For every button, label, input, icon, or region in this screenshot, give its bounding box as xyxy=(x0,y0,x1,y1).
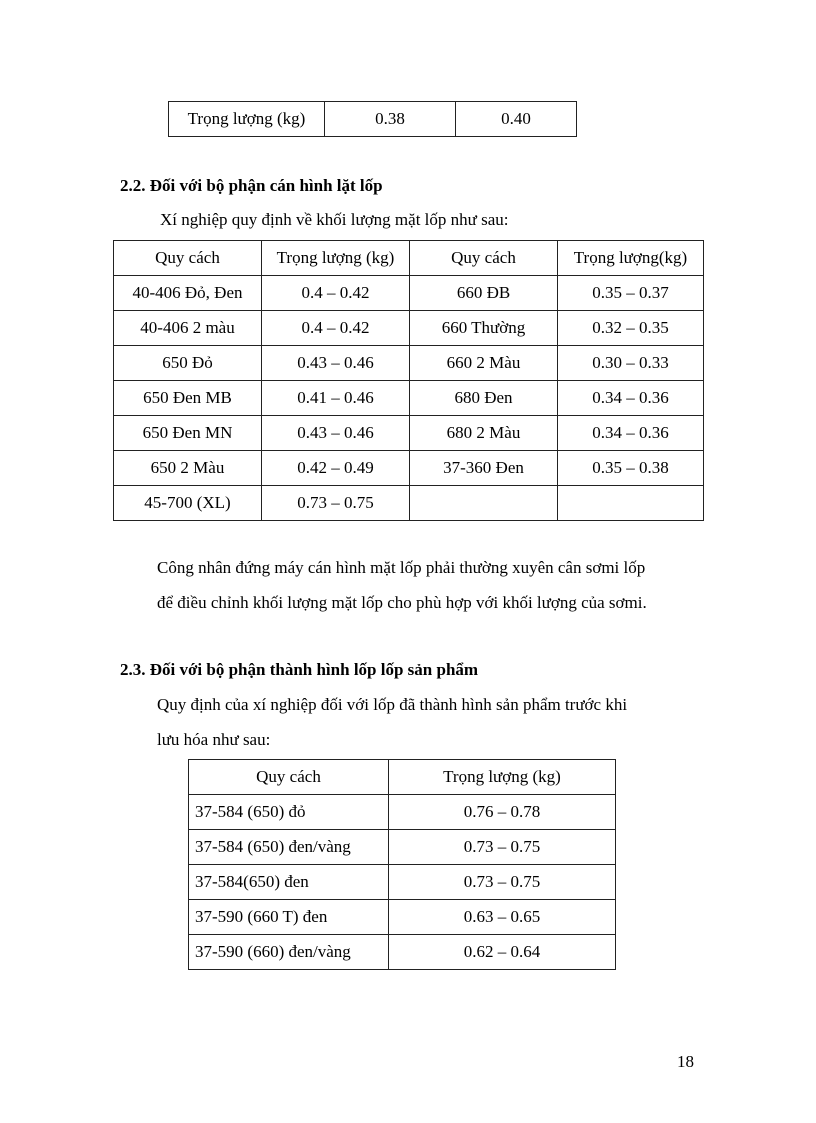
table-row xyxy=(169,102,577,137)
table-cell: 660 Thường xyxy=(410,311,558,346)
table-row xyxy=(189,935,616,970)
column-header: Quy cách xyxy=(410,241,558,276)
table-cell: 0.40 xyxy=(456,102,577,137)
table-cell: 0.73 – 0.75 xyxy=(389,830,616,865)
section-2-2-paragraph-line1: Công nhân đứng máy cán hình mặt lốp phải thường xuyên cân sơmi lốp xyxy=(157,558,646,577)
table-cell: 650 Đen MB xyxy=(114,381,262,416)
column-header: Quy cách xyxy=(189,760,389,795)
table-cell: 0.76 – 0.78 xyxy=(389,795,616,830)
section-2-3-heading: 2.3. Đối với bộ phận thành hình lốp lốp sản phẩm xyxy=(120,660,479,679)
table-row xyxy=(189,865,616,900)
table-cell: 40-406 Đỏ, Đen xyxy=(114,276,262,311)
table-cell: 37-584 (650) đỏ xyxy=(189,795,389,830)
top-weight-table xyxy=(168,101,577,137)
table-cell: 660 2 Màu xyxy=(410,346,558,381)
table-cell: 650 2 Màu xyxy=(114,451,262,486)
table-cell: 0.32 – 0.35 xyxy=(558,311,704,346)
column-header: Trọng lượng(kg) xyxy=(558,241,704,276)
table-header-row xyxy=(114,241,704,276)
table-cell: Trọng lượng (kg) xyxy=(169,102,325,137)
table-cell: 0.38 xyxy=(325,102,456,137)
table-row xyxy=(114,486,704,521)
column-header: Trọng lượng (kg) xyxy=(389,760,616,795)
table-row xyxy=(114,416,704,451)
table-cell: 0.43 – 0.46 xyxy=(262,416,410,451)
table-cell: 37-590 (660) đen/vàng xyxy=(189,935,389,970)
table-row xyxy=(114,451,704,486)
table-cell: 0.73 – 0.75 xyxy=(389,865,616,900)
column-header: Quy cách xyxy=(114,241,262,276)
table-cell: 0.4 – 0.42 xyxy=(262,311,410,346)
column-header: Trọng lượng (kg) xyxy=(262,241,410,276)
table-cell: 0.34 – 0.36 xyxy=(558,416,704,451)
table-cell: 37-584 (650) đen/vàng xyxy=(189,830,389,865)
table-cell: 0.35 – 0.37 xyxy=(558,276,704,311)
table-cell: 0.62 – 0.64 xyxy=(389,935,616,970)
table-cell: 660 ĐB xyxy=(410,276,558,311)
tread-weight-table xyxy=(113,240,704,521)
table-row xyxy=(189,830,616,865)
table-cell: 37-590 (660 T) đen xyxy=(189,900,389,935)
table-cell: 0.42 – 0.49 xyxy=(262,451,410,486)
table-cell: 0.73 – 0.75 xyxy=(262,486,410,521)
table-cell: 650 Đỏ xyxy=(114,346,262,381)
table-cell: 680 2 Màu xyxy=(410,416,558,451)
section-2-3-intro-line1: Quy định của xí nghiệp đối với lốp đã thành hình sản phẩm trước khi xyxy=(157,695,628,714)
section-2-2-heading: 2.2. Đối với bộ phận cán hình lặt lốp xyxy=(120,176,383,195)
table-row xyxy=(114,381,704,416)
table-row xyxy=(114,276,704,311)
table-cell: 45-700 (XL) xyxy=(114,486,262,521)
table-cell: 0.35 – 0.38 xyxy=(558,451,704,486)
table-row xyxy=(114,346,704,381)
section-2-2-intro: Xí nghiệp quy định về khối lượng mặt lốp như sau: xyxy=(160,210,509,229)
table-cell: 650 Đen MN xyxy=(114,416,262,451)
table-cell: 40-406 2 màu xyxy=(114,311,262,346)
table-row xyxy=(189,795,616,830)
table-cell: 0.43 – 0.46 xyxy=(262,346,410,381)
section-2-2-paragraph-line2: để điều chỉnh khối lượng mặt lốp cho phù hợp với khối lượng của sơmi. xyxy=(157,593,647,612)
table-cell: 0.34 – 0.36 xyxy=(558,381,704,416)
table-cell: 0.30 – 0.33 xyxy=(558,346,704,381)
table-cell: 0.63 – 0.65 xyxy=(389,900,616,935)
table-row xyxy=(189,900,616,935)
table-cell: 37-584(650) đen xyxy=(189,865,389,900)
page-number: 18 xyxy=(677,1052,694,1071)
table-cell xyxy=(410,486,558,521)
formed-tire-weight-table xyxy=(188,759,616,970)
section-2-3-intro-line2: lưu hóa như sau: xyxy=(157,730,271,749)
table-cell: 680 Đen xyxy=(410,381,558,416)
table-cell: 0.41 – 0.46 xyxy=(262,381,410,416)
table-row xyxy=(114,311,704,346)
table-cell: 37-360 Đen xyxy=(410,451,558,486)
table-cell: 0.4 – 0.42 xyxy=(262,276,410,311)
table-cell xyxy=(558,486,704,521)
table-header-row xyxy=(189,760,616,795)
